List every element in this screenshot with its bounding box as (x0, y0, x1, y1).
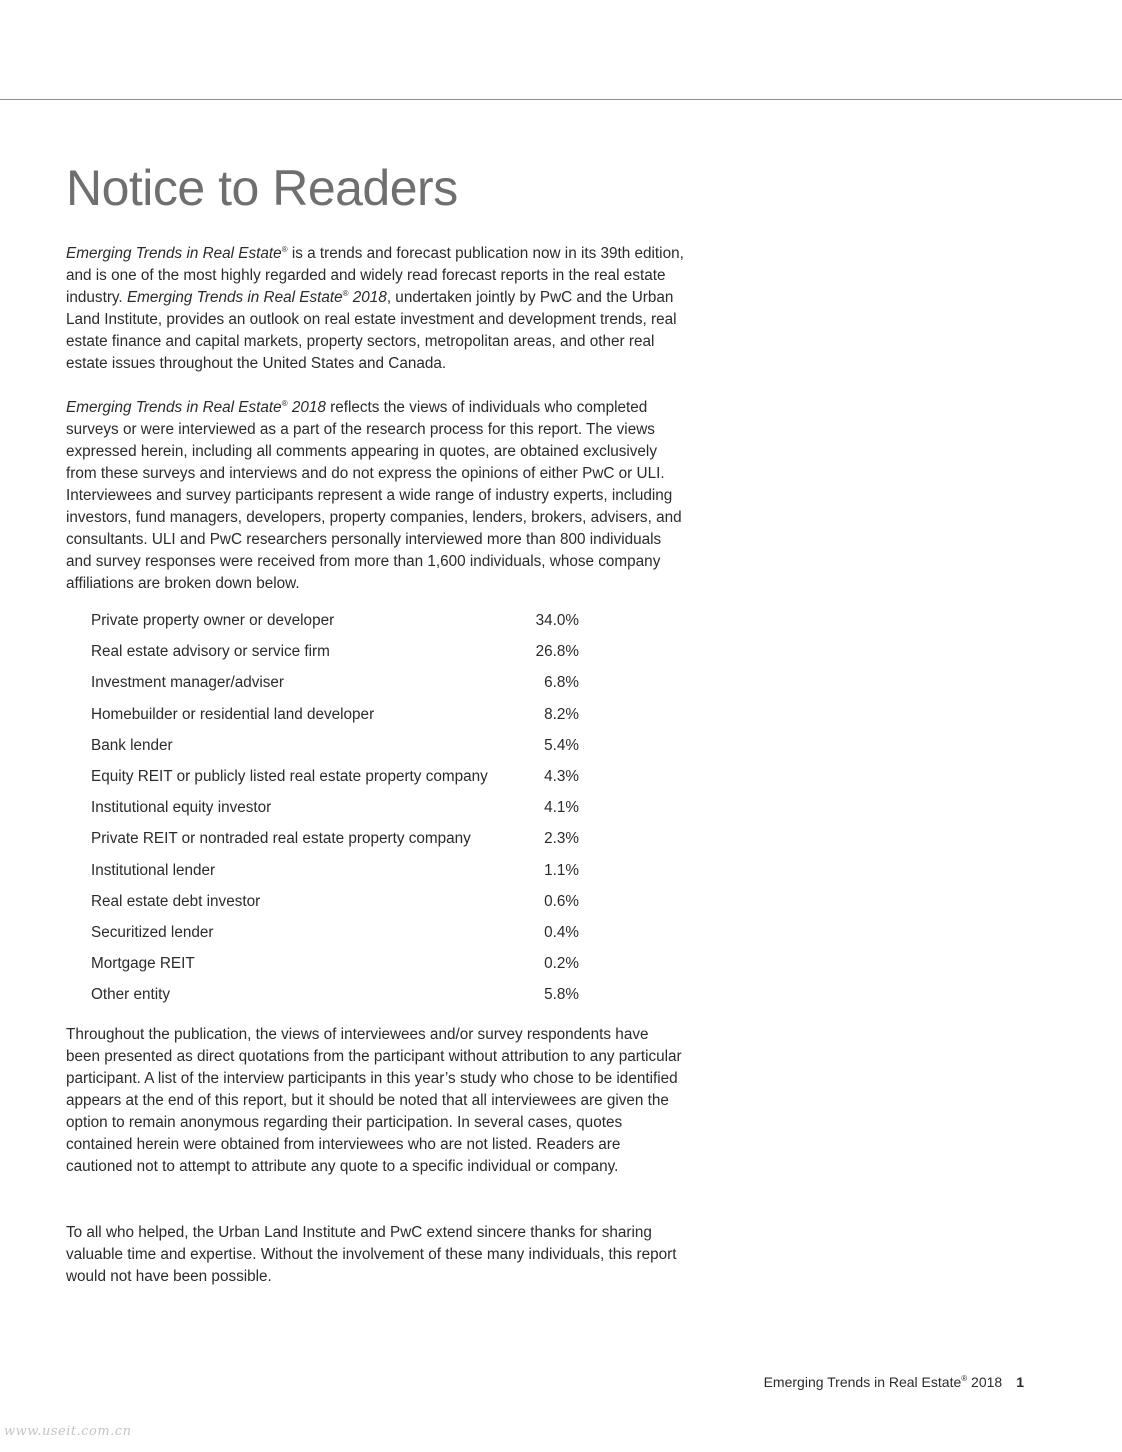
affiliation-row (91, 827, 591, 858)
affiliation-percent: 5.8% (544, 986, 579, 1004)
affiliation-percent: 8.2% (544, 705, 579, 723)
affiliation-table (91, 609, 591, 1014)
affiliation-label: Equity REIT or publicly listed real estate property company (91, 767, 488, 785)
publication-year: 2018 (287, 399, 326, 416)
watermark: www.useit.com.cn (4, 1424, 132, 1439)
affiliation-label: Securitized lender (91, 923, 214, 941)
affiliation-label: Investment manager/adviser (91, 674, 285, 692)
affiliation-label: Institutional equity investor (91, 799, 272, 817)
affiliation-label: Bank lender (91, 736, 173, 754)
registered-mark: ® (281, 399, 288, 408)
affiliation-percent: 4.1% (544, 799, 579, 817)
registered-mark: ® (961, 1374, 968, 1383)
affiliation-percent: 0.2% (544, 955, 579, 973)
affiliation-label: Real estate debt investor (91, 892, 261, 910)
affiliation-label: Other entity (91, 986, 171, 1004)
affiliation-percent: 4.3% (544, 767, 579, 785)
affiliation-label: Mortgage REIT (91, 955, 195, 973)
header-rule (0, 99, 1122, 100)
footer-publication-name: Emerging Trends in Real Estate (763, 1374, 962, 1390)
paragraph-text: , undertaken jointly by PwC and the Urban Land Institute, provides an outlook on real estate investment and development trends, real estate finance and capital markets, property sectors, metropolitan areas, and other real estate issues throughout the United States and Canada. (66, 289, 677, 372)
page-number: 1 (1016, 1374, 1024, 1390)
affiliation-row (91, 765, 591, 796)
affiliation-percent: 6.8% (544, 674, 579, 692)
page-title: Notice to Readers (66, 160, 458, 216)
affiliation-row (91, 734, 591, 765)
affiliation-label: Institutional lender (91, 861, 216, 879)
intro-paragraph (66, 243, 686, 375)
affiliation-row (91, 609, 591, 640)
affiliation-label: Homebuilder or residential land developer (91, 705, 375, 723)
affiliation-percent: 0.6% (544, 892, 579, 910)
publication-year: 2018 (348, 289, 387, 306)
publication-name: Emerging Trends in Real Estate (126, 289, 343, 306)
affiliation-percent: 0.4% (544, 923, 579, 941)
affiliation-percent: 26.8% (535, 643, 579, 661)
affiliation-label: Real estate advisory or service firm (91, 643, 330, 661)
page-footer (764, 1372, 1024, 1392)
affiliation-percent: 1.1% (544, 861, 579, 879)
affiliation-row (91, 796, 591, 827)
publication-name: Emerging Trends in Real Estate (66, 399, 282, 416)
paragraph-text: reflects the views of individuals who completed surveys or were interviewed as a part of the research process for this report. The views expressed herein, including all comments appearing in quotes, are obtained exclusively from these surveys and interviews and do not express the opinions of either PwC or ULI. Interviewees and survey participants represent a wide range of industry experts, including investors, fund managers, developers, property companies, lenders, brokers, advisers, and consultants. ULI and PwC researchers personally interviewed more than 800 individuals and survey responses were received from more than 1,600 individuals, whose company affiliations are broken down below. (66, 399, 682, 592)
affiliation-row (91, 921, 591, 952)
affiliation-label: Private REIT or nontraded real estate property company (91, 830, 471, 848)
affiliation-percent: 34.0% (535, 612, 579, 629)
affiliation-row (91, 952, 591, 983)
survey-paragraph (66, 397, 686, 595)
publication-name: Emerging Trends in Real Estate (66, 245, 282, 262)
affiliation-percent: 5.4% (544, 736, 579, 754)
affiliation-row (91, 703, 591, 734)
affiliation-row (91, 890, 591, 921)
affiliation-row (91, 983, 591, 1014)
attribution-paragraph: Throughout the publication, the views of interviewees and/or survey respondents have been presented as direct quotations from the participant without attribution to any particular participant. A list of the interview participants in this year’s study who chose to be identified appears at the end of this report, but it should be noted that all interviewees are given the option to remain anonymous regarding their participation. In several cases, quotes contained herein were obtained from interviewees who are not listed. Readers are cautioned not to attempt to attribute any quote to a specific individual or company. (66, 1026, 682, 1175)
affiliation-row (91, 640, 591, 671)
registered-mark: ® (342, 289, 349, 298)
paragraph-text: is a trends and forecast publication now in its 39th edition, and is one of the most highly regarded and widely read forecast reports in the real estate industry. (66, 245, 684, 306)
affiliation-percent: 2.3% (544, 830, 579, 848)
affiliation-row (91, 859, 591, 890)
affiliation-row (91, 671, 591, 702)
registered-mark: ® (281, 245, 288, 254)
footer-year: 2018 (967, 1374, 1003, 1390)
thanks-paragraph: To all who helped, the Urban Land Institute and PwC extend sincere thanks for sharing valuable time and expertise. Without the involvement of these many individuals, this report would not have been possible. (66, 1224, 677, 1285)
affiliation-label: Private property owner or developer (91, 612, 335, 629)
